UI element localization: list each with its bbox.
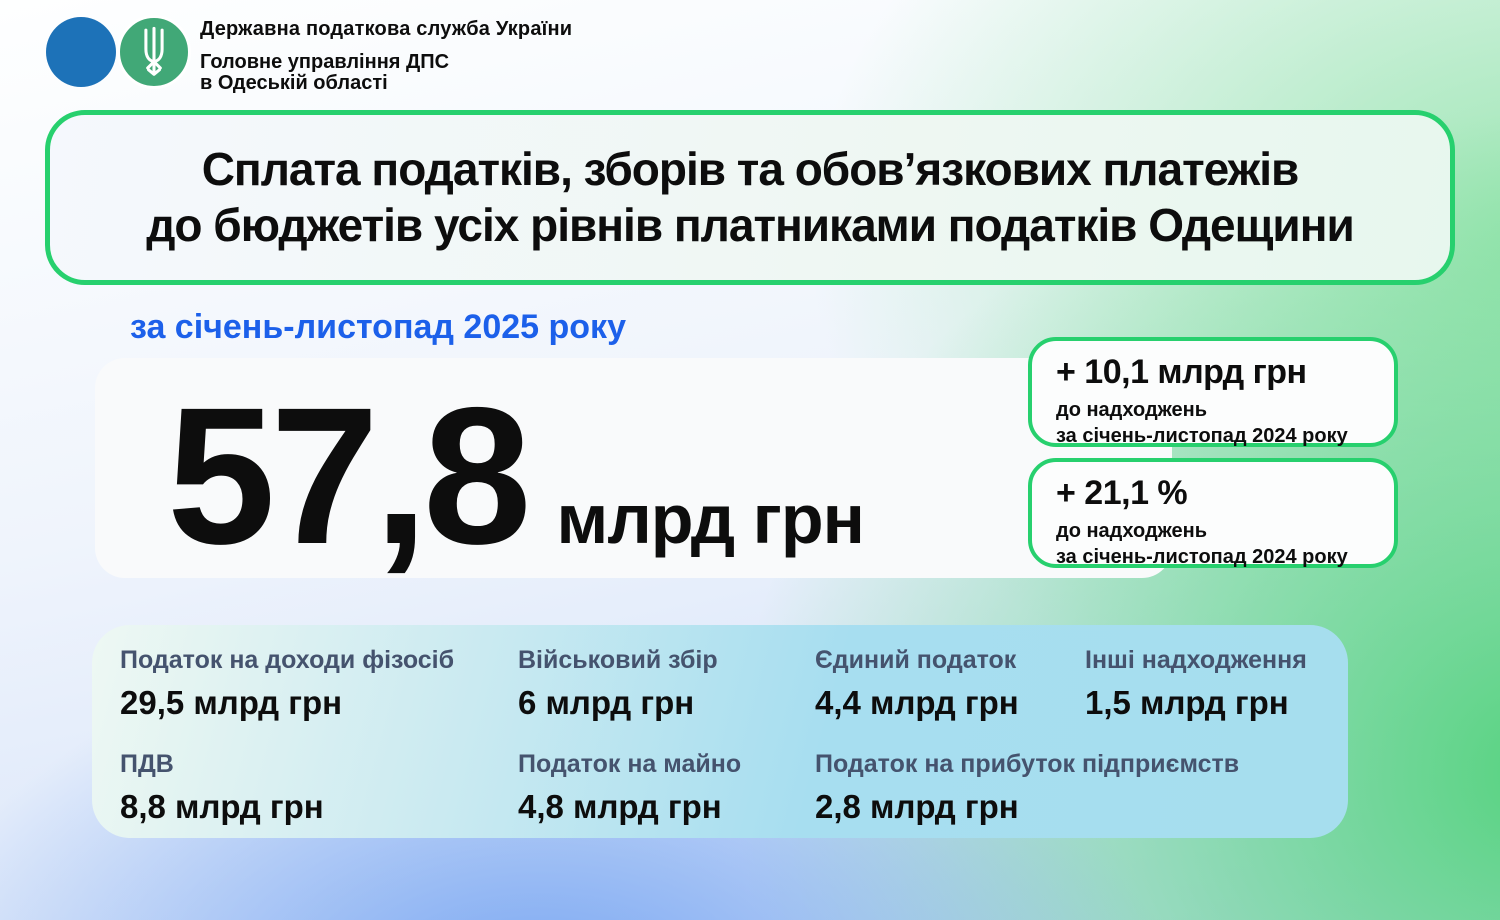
breakdown-item-other-revenues [1085, 646, 1330, 750]
page-title-line2: до бюджетів усіх рівнів платниками податків Одещини [146, 198, 1354, 251]
breakdown-item-label: Військовий збір [518, 646, 718, 674]
breakdown-item-value: 4,4 млрд грн [815, 684, 1019, 721]
breakdown-item-property-tax [518, 750, 815, 838]
breakdown-item-value: 29,5 млрд грн [120, 684, 343, 721]
breakdown-item-label: Інші надходження [1085, 646, 1307, 674]
page-title-line1: Сплата податків, зборів та обов’язкових платежів [201, 143, 1299, 196]
breakdown-item-corporate-profit-tax [815, 750, 1330, 838]
callout-absolute-growth-sub-line2: за січень-листопад 2024 року [1056, 425, 1348, 448]
callout-absolute-growth [1028, 337, 1398, 447]
callout-absolute-growth-sub-line1: до надходжень [1056, 399, 1208, 421]
org-header [200, 18, 572, 94]
title-box [45, 110, 1455, 285]
callout-absolute-growth-sub [1056, 397, 1370, 450]
org-division-line1: Головне управління ДПС [200, 51, 450, 73]
breakdown-item-label: Податок на майно [518, 750, 742, 778]
breakdown-item-label: ПДВ [120, 750, 174, 778]
breakdown-item-pit [120, 646, 518, 750]
breakdown-item-value: 1,5 млрд грн [1085, 684, 1289, 721]
total-unit: млрд грн [556, 480, 864, 558]
breakdown-item-value: 8,8 млрд грн [120, 788, 324, 825]
breakdown-item-single-tax [815, 646, 1085, 750]
callout-absolute-growth-headline: + 10,1 млрд грн [1056, 353, 1307, 391]
breakdown-item-value: 4,8 млрд грн [518, 788, 722, 825]
breakdown-item-vat [120, 750, 518, 838]
org-name: Державна податкова служба України [200, 18, 573, 40]
callout-percent-growth [1028, 458, 1398, 568]
total-value: 57,8 [167, 367, 527, 585]
callout-percent-growth-sub-line2: за січень-листопад 2024 року [1056, 546, 1348, 569]
breakdown-item-label: Податок на прибуток підприємств [815, 750, 1240, 778]
breakdown-item-military-levy [518, 646, 815, 750]
breakdown-item-label: Єдиний податок [815, 646, 1017, 674]
period-label: за січень-листопад 2025 року [130, 308, 626, 346]
coat-of-arms-circle [117, 15, 191, 89]
callout-percent-growth-sub-line1: до надходжень [1056, 520, 1208, 542]
breakdown-item-value: 2,8 млрд грн [815, 788, 1019, 825]
breakdown-item-label: Податок на доходи фізосіб [120, 646, 455, 674]
trident-icon [135, 23, 173, 82]
tax-breakdown-panel [92, 625, 1348, 838]
total-box [95, 358, 1172, 585]
org-division-line2: в Одеській області [200, 72, 388, 94]
breakdown-item-value: 6 млрд грн [518, 684, 695, 721]
org-division [200, 52, 572, 94]
callout-percent-growth-sub [1056, 518, 1370, 571]
dps-logo-blue-circle [46, 17, 116, 87]
callout-percent-growth-headline: + 21,1 % [1056, 474, 1188, 512]
